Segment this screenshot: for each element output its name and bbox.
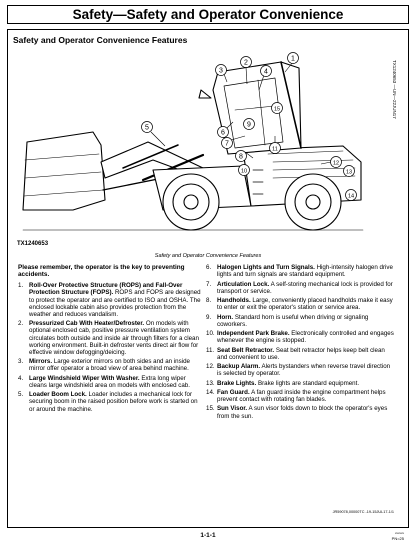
section-header: Safety and Operator Convenience Features [13, 35, 188, 45]
callout-11 [270, 143, 281, 154]
svg-text:3: 3 [219, 67, 223, 75]
feature-body [217, 389, 396, 403]
svg-text:12: 12 [332, 160, 340, 167]
callout-5 [142, 122, 153, 133]
feature-number: 5. [18, 391, 24, 399]
feature-name: Horn. [217, 313, 234, 321]
feature-text: ROPS and FOPS are designed to protect the operator and are certified to ISO and OSHA. The enclosed lockable cabin also provides protection from the weather and reduces vandalism. [29, 289, 201, 318]
svg-text:7: 7 [225, 140, 229, 148]
callout-9 [244, 119, 255, 130]
feature-number: 2. [18, 320, 24, 328]
feature-text: High-intensity halogen drive lights and turn signals are standard equipment. [217, 264, 393, 279]
feature-name: Pressurized Cab With Heater/Defroster. [29, 320, 145, 328]
callout-12 [331, 157, 342, 168]
svg-text:10: 10 [240, 168, 248, 175]
callout-14 [346, 190, 357, 201]
feature-item [206, 330, 396, 344]
figure-id: TX1240653 [17, 241, 49, 247]
callout-6 [218, 127, 229, 138]
feature-name: Seat Belt Retractor. [217, 346, 275, 354]
feature-text: Alerts bystanders when reverse travel direction is selected by operator. [217, 363, 391, 378]
callout-3 [216, 65, 227, 76]
feature-body [29, 391, 201, 412]
feature-number: 1. [18, 282, 24, 290]
svg-text:15: 15 [273, 106, 281, 113]
feature-number: 14. [206, 388, 215, 396]
feature-item [206, 363, 396, 377]
feature-item [18, 320, 201, 356]
page-title: Safety—Safety and Operator Convenience [7, 5, 409, 24]
feature-body [29, 320, 201, 356]
feature-body [217, 380, 396, 387]
feature-item [206, 281, 396, 295]
feature-text: A sun visor folds down to block the operator's eyes from the sun. [217, 405, 388, 420]
feature-text: Extra long wiper cleans large windshield area on models with enclosed cab. [29, 374, 190, 389]
feature-text: Large exterior mirrors on both sides and an inside mirror offer operator a broad view of area behind machine. [29, 358, 190, 373]
svg-text:6: 6 [221, 129, 225, 137]
feature-body [217, 405, 396, 419]
feature-name: Articulation Lock. [217, 280, 270, 288]
callout-8 [236, 151, 247, 162]
feature-body [217, 281, 396, 295]
feature-name: Independent Park Brake. [217, 330, 290, 337]
feature-name: Halogen Lights and Turn Signals. [217, 264, 315, 271]
feature-name: Handholds. [217, 297, 251, 304]
feature-item [18, 282, 201, 318]
feature-number: 9. [206, 313, 212, 321]
callout-2 [241, 57, 252, 68]
feature-item [206, 314, 396, 328]
features-left-column [18, 264, 201, 415]
feature-item [18, 391, 201, 412]
feature-body [29, 282, 201, 318]
feature-number: 6. [206, 264, 212, 271]
callout-10 [239, 165, 250, 176]
feature-name: Mirrors. [29, 358, 53, 366]
feature-body [217, 330, 396, 344]
feature-text: On models with optional enclosed cab, positive pressure ventilation system circulates both outside and inside air through filters for a clean working environment. Built-in defroster vents direct air flow for effective window defogging/deicing. [29, 320, 199, 356]
feature-name: Fan Guard. [217, 388, 250, 396]
callout-1 [288, 53, 299, 64]
feature-number: 3. [18, 358, 24, 366]
feature-body [217, 314, 396, 328]
feature-text: A self-storing mechanical lock is provided for transport or service. [217, 280, 393, 295]
feature-text: Electronically controlled and engages whenever the engine is stopped. [217, 330, 394, 345]
feature-text: Large, conveniently placed handholds make it easy to enter or exit the operator's station or service area. [217, 297, 393, 312]
svg-text:14: 14 [347, 193, 355, 200]
feature-number: 10. [206, 330, 215, 337]
feature-item [206, 347, 396, 361]
svg-text:13: 13 [345, 169, 353, 176]
svg-text:9: 9 [247, 121, 251, 129]
feature-name: Brake Lights. [217, 379, 257, 387]
feature-body [217, 363, 396, 377]
feature-text: Standard horn is useful when driving or signaling coworkers. [217, 313, 369, 328]
feature-text: Loader includes a mechanical lock for securing boom in the raised position before work is started on or around the machine. [29, 391, 198, 413]
feature-body [29, 375, 201, 389]
feature-body [29, 358, 201, 372]
svg-text:2: 2 [244, 59, 248, 67]
feature-number: 13. [206, 379, 215, 387]
feature-number: 7. [206, 280, 212, 288]
page-number: 1-1-1 [200, 532, 216, 539]
figure-caption: Safety and Operator Convenience Features [154, 253, 262, 259]
svg-text:4: 4 [264, 68, 268, 76]
feature-name: Large Windshield Wiper With Washer. [29, 374, 140, 382]
feature-item [18, 358, 201, 372]
feature-number: 4. [18, 374, 24, 382]
feature-item [206, 389, 396, 403]
feature-body [217, 347, 396, 361]
feature-number: 11. [206, 346, 215, 354]
feature-item [206, 297, 396, 311]
feature-number: 12. [206, 363, 215, 370]
pn-label: xxxxxx PN=25 [391, 531, 404, 541]
footer-code: JR59078,00000TC -19-15JUL17-1/1 [332, 510, 394, 514]
svg-text:11: 11 [272, 146, 278, 153]
feature-item [206, 405, 396, 419]
feature-item [18, 375, 201, 389]
svg-text:5: 5 [145, 124, 149, 132]
feature-number: 15. [206, 405, 215, 413]
feature-name: Sun Visor. [217, 405, 248, 413]
feature-name: Loader Boom Lock. [29, 391, 87, 399]
feature-text: Brake lights are standard equipment. [257, 379, 360, 387]
feature-item [206, 380, 396, 387]
svg-text:1: 1 [291, 55, 295, 63]
callout-4 [261, 66, 272, 77]
callout-15 [272, 103, 283, 114]
callout-7 [222, 138, 233, 149]
feature-text: Seat belt retractor helps keep belt clean and convenient to use. [217, 346, 385, 361]
feature-text: A fan guard inside the engine compartment helps prevent contact with rotating fan blades. [217, 388, 386, 403]
figure-side-code: TX1240653 —UN—22JUN17 [392, 60, 397, 119]
callout-13 [344, 166, 355, 177]
feature-name: Roll-Over Protective Structure (ROPS) and Fall-Over Protection Structure (FOPS). [29, 282, 183, 297]
features-right-column [206, 264, 396, 422]
svg-text:8: 8 [239, 153, 243, 161]
loader-illustration [13, 50, 393, 246]
feature-body [217, 264, 396, 278]
intro-text: Please remember, the operator is the key to preventing accidents. [18, 264, 185, 279]
feature-item [206, 264, 396, 278]
feature-name: Backup Alarm. [217, 363, 261, 370]
feature-number: 8. [206, 297, 212, 304]
feature-body [217, 297, 396, 311]
